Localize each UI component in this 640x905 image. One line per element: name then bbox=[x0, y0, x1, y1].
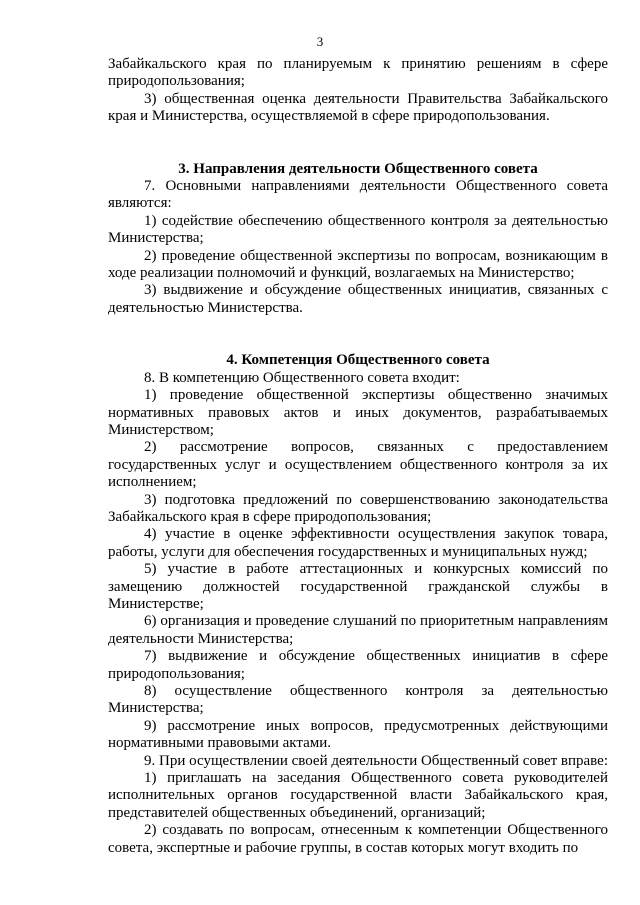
list-item: 3) подготовка предложений по совершенствованию законодательства Забайкальского края в сфере природопользования; bbox=[108, 491, 608, 525]
spacer bbox=[108, 317, 608, 352]
list-item: 3) выдвижение и обсуждение общественных инициатив, связанных с деятельностью Министерства. bbox=[108, 282, 608, 316]
list-item: 1) проведение общественной экспертизы общественно значимых нормативных правовых актов и иных документов, разрабатываемых Министерством; bbox=[108, 387, 608, 438]
section-3-heading: 3. Направления деятельности Общественного совета bbox=[178, 160, 538, 177]
list-item: 4) участие в оценке эффективности осуществления закупок товара, работы, услуги для обеспечения государственных и муниципальных нужд; bbox=[108, 526, 608, 560]
spacer bbox=[108, 126, 608, 161]
list-item: 9) рассмотрение иных вопросов, предусмотренных действующими нормативными правовыми актами. bbox=[108, 717, 608, 752]
list-item: 2) проведение общественной экспертизы по вопросам, возникающим в ходе реализации полномочий и функций, возлагаемых на Министерство; bbox=[108, 247, 608, 282]
paragraph-8: 8. В компетенцию Общественного совета входит: bbox=[144, 369, 460, 386]
paragraph-continuation: Забайкальского края по планируемым к принятию решениям в сфере природопользования; bbox=[108, 56, 608, 90]
list-item: 2) рассмотрение вопросов, связанных с предоставлением государственных услуг и осуществлением общественного контроля за их исполнением; bbox=[108, 439, 608, 491]
page-number: 3 bbox=[316, 34, 324, 49]
list-item: 5) участие в работе аттестационных и конкурсных комиссий по замещению должностей государственной гражданской службы в Министерстве; bbox=[108, 561, 608, 612]
section-4-heading: 4. Компетенция Общественного совета bbox=[226, 352, 490, 369]
list-item: 1) содействие обеспечению общественного контроля за деятельностью Министерства; bbox=[108, 212, 608, 247]
list-item: 8) осуществление общественного контроля за деятельностью Министерства; bbox=[108, 683, 608, 717]
list-item: 7) выдвижение и обсуждение общественных инициатив в сфере природопользования; bbox=[108, 648, 608, 682]
paragraph-7: 7. Основными направлениями деятельности Общественного совета являются: bbox=[108, 178, 608, 212]
document-body bbox=[108, 56, 608, 857]
list-item: 6) организация и проведение слушаний по приоритетным направлениям деятельности Министерства; bbox=[108, 613, 608, 647]
paragraph-9: 9. При осуществлении своей деятельности Общественный совет вправе: bbox=[144, 752, 608, 769]
list-item: 2) создавать по вопросам, отнесенным к компетенции Общественного совета, экспертные и рабочие группы, в состав которых могут входить по bbox=[108, 822, 608, 856]
paragraph-item-3: 3) общественная оценка деятельности Правительства Забайкальского края и Министерства, осуществляемой в сфере природопользования. bbox=[108, 90, 608, 125]
list-item: 1) приглашать на заседания Общественного совета руководителей исполнительных органов государственной власти Забайкальского края, представителей общественных объединений, организаций; bbox=[108, 770, 608, 821]
